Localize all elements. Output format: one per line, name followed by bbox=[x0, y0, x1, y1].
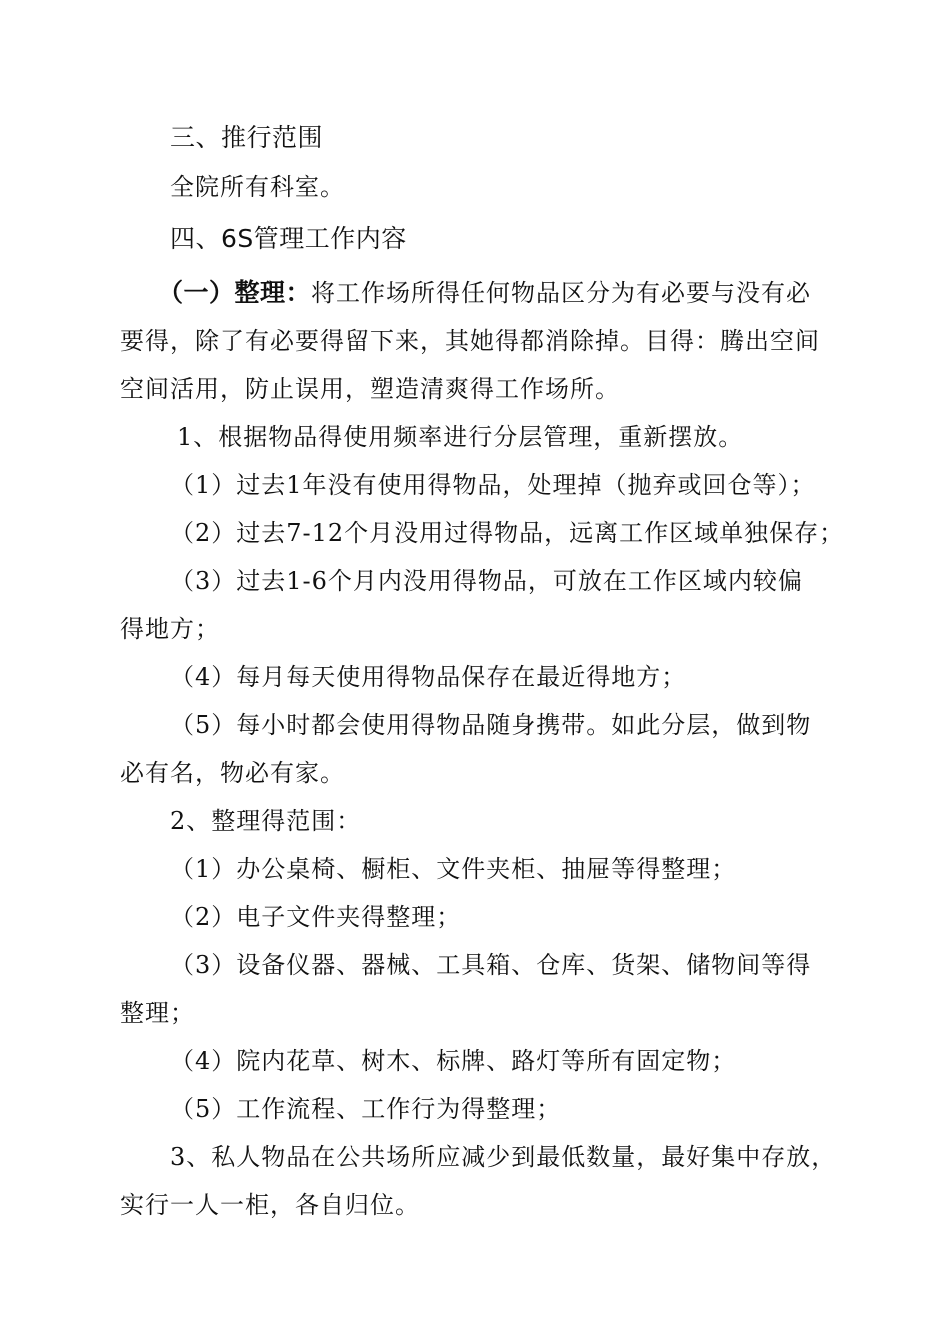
item1-sub4: （4）每月每天使用得物品保存在最近得地方； bbox=[170, 663, 687, 691]
part1-text-line2: 要得，除了有必要得留下来，其她得都消除掉。目得：腾出空间 bbox=[120, 327, 820, 355]
section4-title: 四、6S管理工作内容 bbox=[170, 224, 407, 253]
part1-text-line1: 将工作场所得任何物品区分为有必要与没有必 bbox=[311, 279, 812, 307]
section3-title: 三、推行范围 bbox=[170, 123, 324, 152]
part1-line1 bbox=[0, 277, 840, 309]
item2-sub3-line2: 整理； bbox=[120, 999, 195, 1027]
item1-sub5-line2: 必有名，物必有家。 bbox=[120, 759, 345, 787]
section3-body: 全院所有科室。 bbox=[170, 173, 345, 201]
item1-sub3-line2: 得地方； bbox=[120, 615, 220, 643]
item2-sub4: （4）院内花草、树木、标牌、路灯等所有固定物； bbox=[170, 1047, 737, 1075]
item2-sub5: （5）工作流程、工作行为得整理； bbox=[170, 1095, 562, 1123]
item2: 2、整理得范围： bbox=[170, 807, 362, 835]
part1-label: （一）整理： bbox=[158, 278, 312, 307]
part1-text-line3: 空间活用，防止误用，塑造清爽得工作场所。 bbox=[120, 375, 620, 403]
item1: 1、根据物品得使用频率进行分层管理，重新摆放。 bbox=[177, 423, 744, 451]
item1-sub1: （1）过去1年没有使用得物品，处理掉（抛弃或回仓等）； bbox=[170, 471, 816, 499]
item2-sub3-line1: （3）设备仪器、器械、工具箱、仓库、货架、储物间等得 bbox=[170, 951, 812, 979]
item1-sub5-line1: （5）每小时都会使用得物品随身携带。如此分层，做到物 bbox=[170, 711, 812, 739]
item3-line2: 实行一人一柜，各自归位。 bbox=[120, 1191, 420, 1219]
item3-line1: 3、私人物品在公共场所应减少到最低数量，最好集中存放， bbox=[170, 1143, 837, 1171]
item2-sub1: （1）办公桌椅、橱柜、文件夹柜、抽屉等得整理； bbox=[170, 855, 737, 883]
item1-sub3-line1: （3）过去1-6个月内没用得物品，可放在工作区域内较偏 bbox=[170, 567, 803, 595]
item2-sub2: （2）电子文件夹得整理； bbox=[170, 903, 462, 931]
item1-sub2: （2）过去7-12个月没用过得物品，远离工作区域单独保存； bbox=[170, 519, 845, 547]
